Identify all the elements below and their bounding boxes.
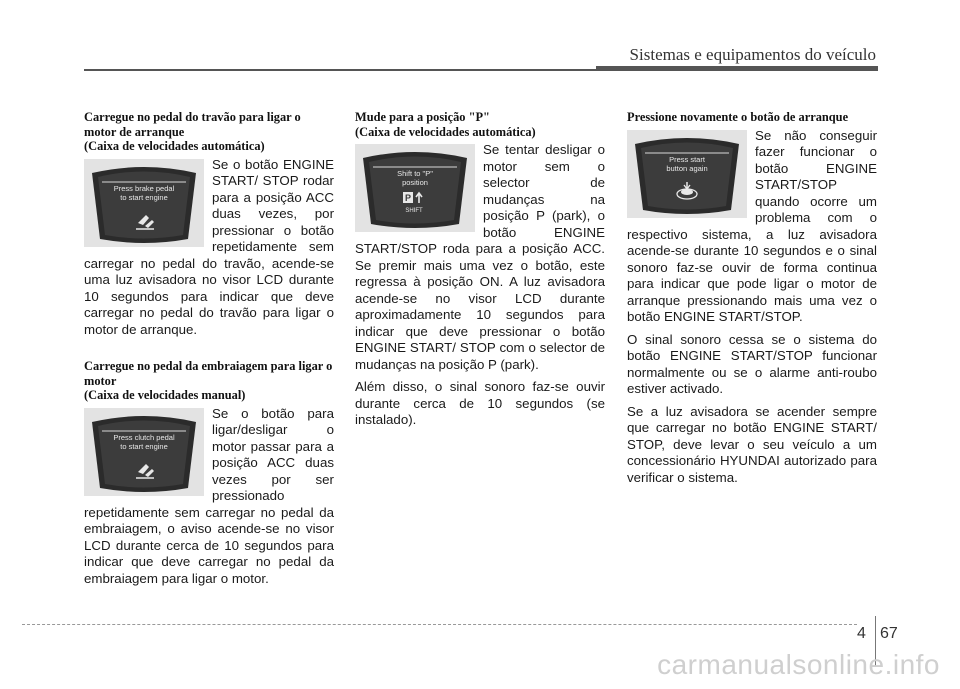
shift-heading-title: Mude para a posição "P" bbox=[355, 110, 490, 124]
start-again-body-3: Se a luz avisadora se acender sempre que carregar no botão ENGINE START/ STOP, deve levar o seu veículo a um concessionário HYUNDAI autorizado para verificar o sistema. bbox=[627, 403, 877, 485]
shift-display-figure bbox=[355, 144, 475, 232]
start-again-display-figure bbox=[627, 130, 747, 218]
start-again-body-1: Se não conseguir fazer funcionar o botão ENGINE START/STOP quando ocorre um problema com o respectivo sistema, a luz avisadora acende-se durante 10 segundos e o sinal sonoro faz-se ouvir de forma continua para indicar que pode ligar o motor de arranque pressionando mais uma vez o botão ENGINE START/STOP. bbox=[627, 127, 877, 324]
start-again-body-2: O sinal sonoro cessa se o sistema do botão ENGINE START/STOP funcionar normalmente ou se o alarme anti-roubo estiver activado. bbox=[627, 331, 877, 396]
start-display-line2: button again bbox=[666, 163, 708, 173]
clutch-body: Se o botão para ligar/desligar o motor passar para a posição ACC duas vezes por ser pressionado repetidamente sem carregar no pedal da embraiagem, o aviso acende-se no visor LCD durante cerca de 10 segundos para indicar que deve carregar no pedal da embraiagem para ligar o motor. bbox=[84, 405, 334, 586]
brake-display-line1: Press brake pedal bbox=[113, 183, 175, 193]
lcd-display-brake bbox=[84, 159, 204, 247]
column-3 bbox=[627, 110, 877, 486]
start-display-line1: Press start bbox=[669, 154, 705, 164]
brake-body: Se o botão ENGINE START/ STOP rodar para a posição ACC duas vezes, por pressionar o botão repetidamente sem carregar no pedal do travão, acende-se uma luz avisadora no visor LCD durante 10 segundos para indicar que deve carregar no pedal do travão para ligar o motor de arranque. bbox=[84, 156, 334, 337]
start-again-heading: Pressione novamente o botão de arranque bbox=[627, 110, 849, 124]
shift-heading bbox=[355, 110, 605, 139]
shift-body-2: Além disso, o sinal sonoro faz-se ouvir durante cerca de 10 segundos (se instalado). bbox=[355, 379, 605, 427]
brake-heading bbox=[84, 110, 334, 154]
clutch-display-line2: to start engine bbox=[120, 441, 168, 451]
svg-text:SHIFT: SHIFT bbox=[405, 208, 423, 214]
brake-display-figure bbox=[84, 159, 204, 247]
clutch-display-line1: Press clutch pedal bbox=[113, 432, 175, 442]
lcd-display-clutch bbox=[84, 408, 204, 496]
column-1 bbox=[84, 110, 334, 587]
shift-display-line1: Shift to "P" bbox=[397, 169, 433, 178]
lcd-display-shift bbox=[355, 144, 475, 232]
lcd-display-start-again bbox=[627, 130, 747, 218]
clutch-display-figure bbox=[84, 408, 204, 496]
clutch-heading bbox=[84, 359, 334, 403]
shift-body-1: Se tentar desligar o motor sem o selector de mudanças na posição P (park), o botão ENGINE START/STOP roda para a posição ACC. Se premir mais uma vez o botão, este regressa à posição ON. A luz avisadora acende-se no visor LCD durante aproximadamente 10 segundos para indicar que deve pressionar o botão ENGINE START/ STOP com o selector de mudanças na posição P (park). bbox=[355, 142, 605, 372]
chapter-number: 4 bbox=[857, 625, 866, 642]
shift-heading-sub: (Caixa de velocidades automática) bbox=[355, 124, 536, 139]
brake-heading-sub: (Caixa de velocidades automática) bbox=[84, 139, 265, 153]
svg-text:P: P bbox=[404, 193, 412, 203]
header-rule-thick bbox=[596, 66, 878, 71]
watermark: carmanualsonline.info bbox=[657, 649, 940, 680]
brake-display-line2: to start engine bbox=[120, 192, 168, 202]
footer-rule bbox=[22, 624, 857, 625]
clutch-heading-title: Carregue no pedal da embraiagem para ligar o motor bbox=[84, 359, 333, 388]
header-rule bbox=[84, 69, 596, 71]
shift-display-line2: position bbox=[402, 178, 428, 187]
page-number: 67 bbox=[880, 625, 898, 642]
brake-heading-title: Carregue no pedal do travão para ligar o motor de arranque bbox=[84, 110, 301, 139]
section-title: Sistemas e equipamentos do veículo bbox=[629, 45, 876, 64]
column-2 bbox=[355, 110, 605, 429]
clutch-heading-sub: (Caixa de velocidades manual) bbox=[84, 388, 246, 402]
